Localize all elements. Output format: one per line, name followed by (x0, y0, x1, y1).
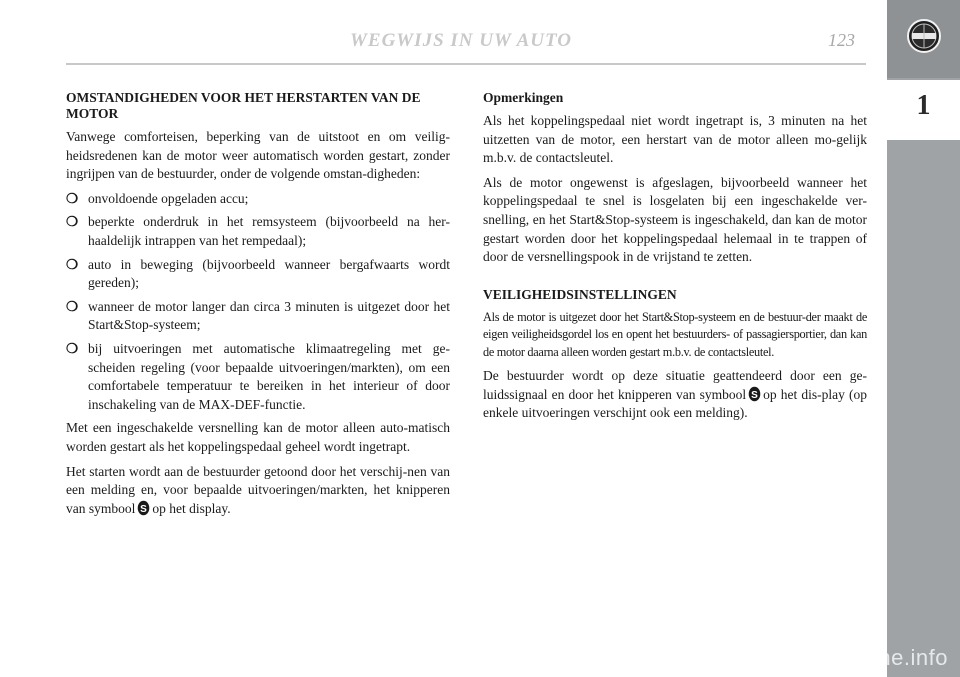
chapter-sidebar (887, 0, 960, 677)
list-item: ❍ onvoldoende opgeladen accu; (66, 190, 450, 209)
section-heading-safety: VEILIGHEIDSINSTELLINGEN (483, 286, 677, 302)
logo-block (887, 0, 960, 78)
chapter-number: 1 (916, 90, 931, 121)
left-column (66, 90, 450, 524)
bullet-icon: ❍ (66, 298, 79, 314)
gear-restart-paragraph: Met een ingeschakelde versnelling kan de motor alleen auto-matisch worden gestart als het koppelingspedaal geheel wordt ingetrapt. (66, 420, 450, 454)
start-stop-icon (748, 386, 761, 402)
list-item: ❍ beperkte onderdruk in het remsysteem (bijvoorbeeld na her-haaldelijk intrappen van het rempedaal); (66, 214, 450, 248)
notes-paragraph: Als de motor ongewenst is afgeslagen, bijvoorbeeld wanneer het koppelingspedaal te snel is losgelaten bij een ingeschakelde ver-snelling, en het Start&Stop-systeem is ingeschakeld, dan kan de motor gestart worden door het koppelingspedaal helemaal in te trappen of door de versnellingspook in de vrijstand te zetten. (483, 174, 867, 265)
bullet-icon: ❍ (66, 256, 79, 272)
notes-paragraph: Als het koppelingspedaal niet wordt ingetrapt is, 3 minuten na het uitzetten van de motor, een herstart van de motor alleen mo-gelijk m.b.v. de contactsleutel. (483, 113, 867, 166)
watermark: carmanualsonline.info (723, 645, 948, 670)
right-column (483, 90, 867, 429)
list-item: ❍ auto in beweging (bijvoorbeeld wanneer bergafwaarts wordt gereden); (66, 256, 450, 291)
chapter-tab[interactable] (887, 80, 960, 140)
svg-text:S: S (140, 503, 148, 515)
running-header-title: WEGWIJS IN UW AUTO (350, 30, 572, 51)
bullet-icon: ❍ (66, 340, 79, 356)
bullet-icon: ❍ (66, 190, 79, 206)
notes-heading: Opmerkingen (483, 90, 564, 105)
page-number: 123 (828, 30, 855, 50)
safety-warning-paragraph: De bestuurder wordt op deze situatie geattendeerd door een ge-luidssignaal en door het knipperen van symbool S op het dis-play (op enkele uitvoeringen verschijnt ook een melding). (483, 368, 868, 421)
display-notice-paragraph: Het starten wordt aan de bestuurder getoond door het verschij-nen van een melding en, voor bepaalde uitvoeringen/markten, het knipperen van symbool S op het display. (66, 463, 450, 516)
list-item: ❍ bij uitvoeringen met automatische klimaatregeling met ge-scheiden regeling (voor bepaalde uitvoeringen/markten), om een comfortabele temperatuur te bereiken in het interieur of door inschakeling van de MAX-DEF-functie. (66, 340, 450, 412)
bullet-icon: ❍ (66, 214, 79, 230)
header-divider (66, 63, 866, 65)
section-heading-restart: OMSTANDIGHEDEN VOOR HET HERSTARTEN VAN DE MOTOR (66, 90, 421, 121)
list-item: ❍ wanneer de motor langer dan circa 3 minuten is uitgezet door het Start&Stop-systeem; (66, 298, 450, 333)
svg-text:S: S (751, 389, 759, 401)
start-stop-icon (137, 500, 150, 516)
lancia-logo-icon (906, 18, 942, 54)
intro-paragraph: Vanwege comforteisen, beperking van de uitstoot en om veilig-heidsredenen kan de motor weer automatisch worden gestart, zonder ingrijpen van de bestuurder, onder de volgende omstan-digheden: (66, 129, 450, 182)
safety-paragraph: Als de motor is uitgezet door het Start&Stop-systeem en de bestuur-der maakt de eigen veiligheidsgordel los en opent het bestuurders- of passagiersportier, dan kan de motor daarna alleen worden gestart m.b.v. de contactsleutel. (483, 309, 867, 359)
